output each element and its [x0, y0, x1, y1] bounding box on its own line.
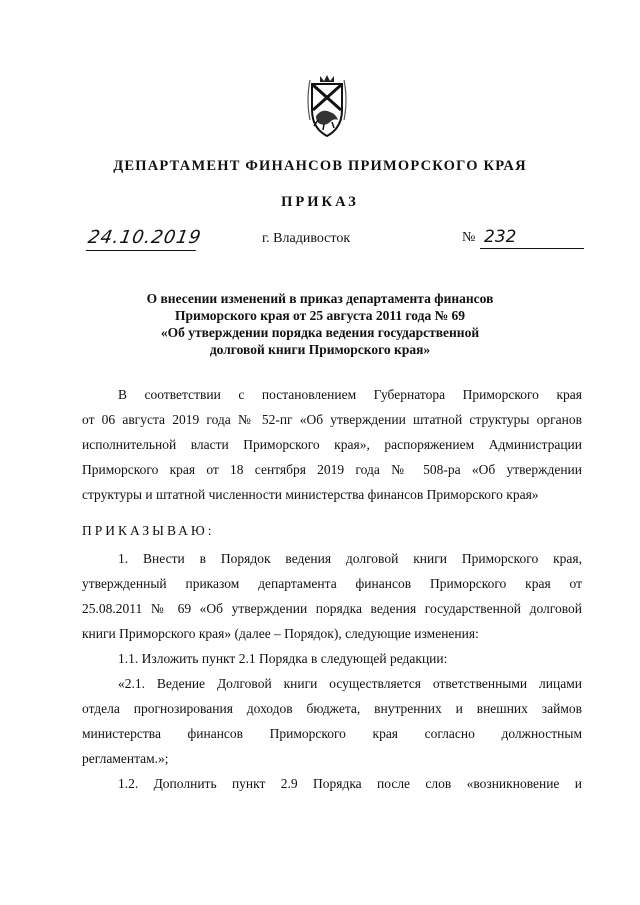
order-directive-word: ПРИКАЗЫВАЮ: [82, 523, 215, 538]
body-line: 1.2. Дополнить пункт 2.9 Порядка после слов «возникновение и [118, 776, 582, 791]
preamble [82, 382, 582, 507]
body-line: 1. Внести в Порядок ведения долговой книги Приморского края, [118, 551, 582, 566]
preamble-line: структуры и штатной численности министерства финансов Приморского края» [82, 487, 539, 502]
number-label: № [462, 230, 476, 245]
body-line: отдела прогнозирования доходов бюджета, внутренних и внешних займов [82, 701, 582, 716]
order-date: 24.10.2019 [86, 226, 200, 251]
order-subject [100, 290, 540, 358]
body-line: 25.08.2011 № 69 «Об утверждении порядка ведения государственной долговой [82, 601, 582, 616]
subject-line: О внесении изменений в приказ департамента финансов [146, 291, 494, 306]
subject-line: долговой книги Приморского края» [209, 342, 431, 357]
department-title: ДЕПАРТАМЕНТ ФИНАНСОВ ПРИМОРСКОГО КРАЯ [113, 158, 527, 174]
subject-line: «Об утверждении порядка ведения государственной [160, 325, 480, 340]
body-line: регламентам.»; [82, 751, 169, 766]
body-line: книги Приморского края» (далее – Порядок), следующие изменения: [82, 626, 479, 641]
document-type: ПРИКАЗ [281, 194, 359, 210]
preamble-line: Приморского края от 18 сентября 2019 года № 508-ра «Об утверждении [82, 462, 582, 477]
body-line: «2.1. Ведение Долговой книги осуществляется ответственными лицами [118, 676, 582, 691]
preamble-line: исполнительной власти Приморского края», распоряжением Администрации [82, 437, 582, 452]
body-line: министерства финансов Приморского края согласно должностным [82, 726, 582, 741]
order-number: 232 [480, 226, 584, 249]
order-body [82, 546, 582, 796]
preamble-line: В соответствии с постановлением Губернатора Приморского края [118, 387, 582, 402]
subject-line: Приморского края от 25 августа 2011 года № 69 [174, 308, 466, 323]
preamble-line: от 06 августа 2019 года № 52-пг «Об утверждении штатной структуры органов [82, 412, 582, 427]
body-line: 1.1. Изложить пункт 2.1 Порядка в следующей редакции: [118, 651, 448, 666]
body-line: утвержденный приказом департамента финансов Приморского края от [82, 576, 582, 591]
city-name: г. Владивосток [262, 231, 351, 246]
coat-of-arms-emblem [296, 70, 358, 142]
